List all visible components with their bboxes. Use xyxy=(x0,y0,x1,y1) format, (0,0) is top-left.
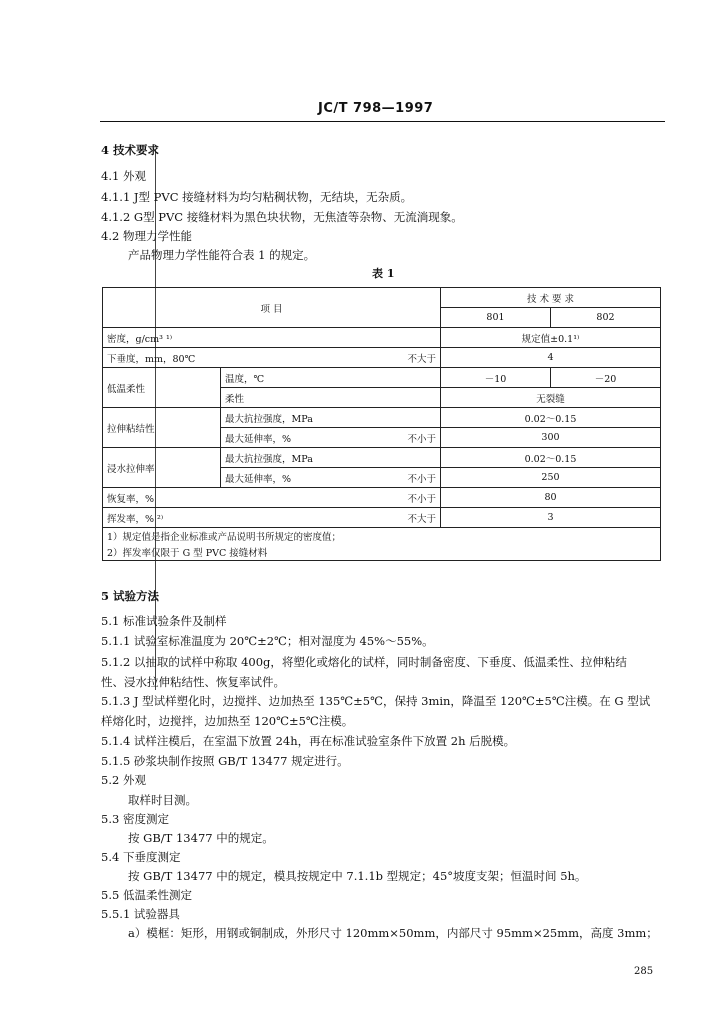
row-flex-label: 柔性 xyxy=(221,388,441,408)
section-5-3-text: 按 GB/T 13477 中的规定。 xyxy=(128,831,274,845)
section-5-5-1-a: a）模框：矩形，用钢或铜制成，外形尺寸 120mm×50mm，内部尺寸 95mm×25mm，高度 3mm； xyxy=(128,926,658,940)
row-tensile-label: 拉伸粘结性 xyxy=(103,408,221,448)
row-density-value: 规定值±0.1¹⁾ xyxy=(441,328,661,348)
row-tensile-elong-cond: 不小于 xyxy=(407,433,436,445)
table-note-1: 1）规定值是指企业标准或产品说明书所规定的密度值； xyxy=(103,528,661,545)
section-5-1-5: 5.1.5 砂浆块制作按照 GB/T 13477 规定进行。 xyxy=(101,754,349,768)
section-4-1-1: 4.1.1 J型 PVC 接缝材料为均匀粘稠状物，无结块，无杂质。 xyxy=(101,190,413,204)
page-number: 285 xyxy=(634,966,654,977)
document-code-header: JC/T 798—1997 xyxy=(318,101,434,116)
table-head-802: 802 xyxy=(551,308,661,328)
section-5-1-3-line1: 5.1.3 J 型试样塑化时，边搅拌、边加热至 135℃±5℃，保持 3min，降温至 120℃±5℃注模。在 G 型试 xyxy=(101,694,651,708)
section-5-5-1: 5.5.1 试验器具 xyxy=(101,907,180,921)
row-volatile-label: 挥发率，% ²⁾ xyxy=(107,513,164,525)
row-volatile-value: 3 xyxy=(441,508,661,528)
section-5-2: 5.2 外观 xyxy=(101,773,146,787)
table-caption: 表 1 xyxy=(372,267,395,280)
table-note-2: 2）挥发率仅限于 G 型 PVC 接缝材料 xyxy=(103,544,661,561)
row-tensile-elong-label: 最大延伸率，% xyxy=(225,433,292,445)
section-4-1-2: 4.1.2 G型 PVC 接缝材料为黑色块状物，无焦渣等杂物、无流淌现象。 xyxy=(101,210,463,224)
section-5-4-text: 按 GB/T 13477 中的规定，模具按规定中 7.1.1b 型规定；45°坡度支架；恒温时间 5h。 xyxy=(128,869,587,883)
table-head-801: 801 xyxy=(441,308,551,328)
section-5-1-2-line2: 性、浸水拉伸粘结性、恢复率试件。 xyxy=(101,675,285,689)
row-temp-label: 温度，℃ xyxy=(221,368,441,388)
row-temp-802: －20 xyxy=(551,368,661,388)
section-5-3: 5.3 密度测定 xyxy=(101,812,169,826)
section-5-2-text: 取样时目测。 xyxy=(128,793,197,807)
row-tensile-strength-label: 最大抗拉强度，MPa xyxy=(221,408,441,428)
row-soak-elong-label: 最大延伸率，% xyxy=(225,473,292,485)
row-recovery-cond: 不小于 xyxy=(407,493,436,505)
section-5-1: 5.1 标准试验条件及制样 xyxy=(101,614,227,628)
section-5-1-2-line1: 5.1.2 以抽取的试样中称取 400g，将塑化或熔化的试样，同时制备密度、下垂度、低温柔性、拉伸粘结 xyxy=(101,655,627,669)
row-sag-value: 4 xyxy=(441,348,661,368)
row-sag-cond: 不大于 xyxy=(407,353,436,365)
section-5-1-3-line2: 样熔化时，边搅拌，边加热至 120℃±5℃注模。 xyxy=(101,714,354,728)
section-4-2-text: 产品物理力学性能符合表 1 的规定。 xyxy=(128,248,316,262)
row-temp-801: －10 xyxy=(441,368,551,388)
section-5-1-1: 5.1.1 试验室标准温度为 20℃±2℃；相对湿度为 45%～55%。 xyxy=(101,634,434,648)
row-soak-strength-label: 最大抗拉强度，MPa xyxy=(221,448,441,468)
header-rule xyxy=(100,121,665,122)
section-4-1: 4.1 外观 xyxy=(101,169,146,183)
table-head-item: 项 目 xyxy=(103,288,441,328)
row-flex-value: 无裂缝 xyxy=(441,388,661,408)
row-soak-elong-value: 250 xyxy=(441,468,661,488)
section-5-1-4: 5.1.4 试样注模后，在室温下放置 24h，再在标准试验室条件下放置 2h 后脱模。 xyxy=(101,734,516,748)
row-recovery-label: 恢复率，% xyxy=(107,493,155,505)
row-tensile-elong-value: 300 xyxy=(441,428,661,448)
spec-table xyxy=(102,287,661,561)
section-5-4: 5.4 下垂度测定 xyxy=(101,850,181,864)
section-4-title: 4 技术要求 xyxy=(101,143,160,157)
row-tensile-strength-value: 0.02～0.15 xyxy=(441,408,661,428)
row-density-label: 密度，g/cm³ ¹⁾ xyxy=(103,328,441,348)
section-5-title: 5 试验方法 xyxy=(101,589,160,603)
row-sag-label: 下垂度，mm，80℃ xyxy=(107,353,196,365)
section-4-2: 4.2 物理力学性能 xyxy=(101,229,192,243)
row-soak-strength-value: 0.02～0.15 xyxy=(441,448,661,468)
row-soak-elong-cond: 不小于 xyxy=(407,473,436,485)
row-volatile-cond: 不大于 xyxy=(407,513,436,525)
row-lowtemp-label: 低温柔性 xyxy=(103,368,221,408)
table-head-req: 技 术 要 求 xyxy=(441,288,661,308)
row-soak-label: 浸水拉伸率 xyxy=(103,448,221,488)
row-recovery-value: 80 xyxy=(441,488,661,508)
section-5-5: 5.5 低温柔性测定 xyxy=(101,888,192,902)
